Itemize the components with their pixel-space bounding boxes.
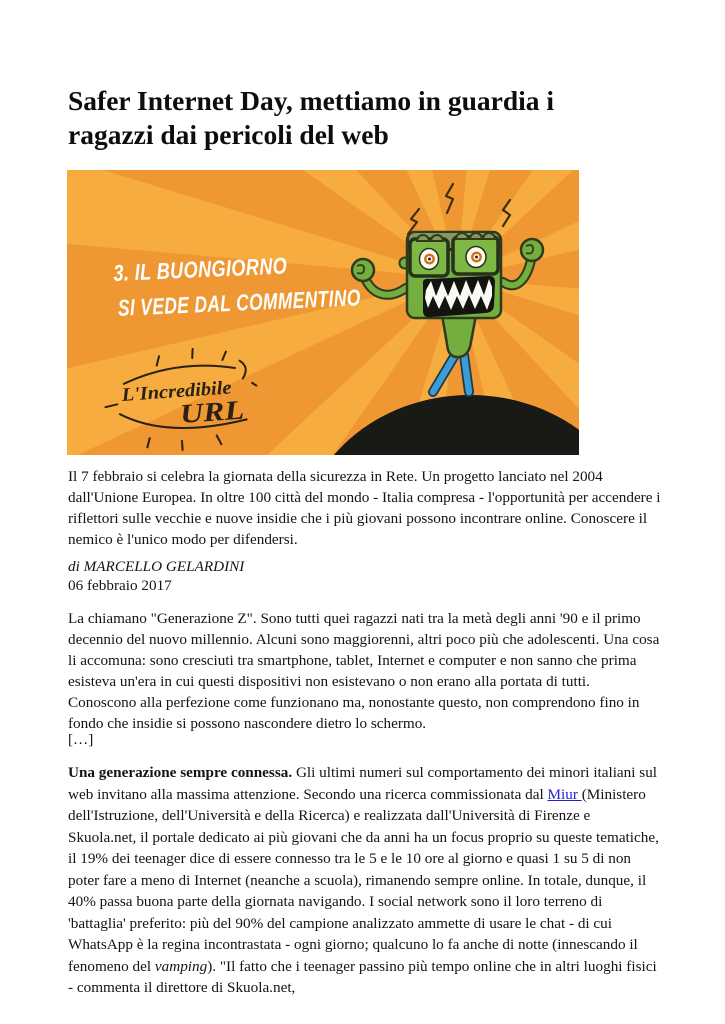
intro-paragraph: Il 7 febbraio si celebra la giornata della sicurezza in Rete. Un progetto lanciato nel 2004 dall'Unione Europea. In oltre 100 città del mondo - Italia compresa - l'opportunità per accendere i riflettori sulle vecchie e nuove insidie che i più giovani possono incontrare online. Conoscere il nemico è l'unico modo per difendersi. (68, 468, 661, 548)
generation-z-paragraph: La chiamano "Generazione Z". Sono tutti quei ragazzi nati tra la metà degli anni '90 e il primo decennio del nuovo millennio. Alcuni sono maggiorenni, altri poco più che adolescenti. Una cosa li accomuna: sono cresciuti tra smartphone, tablet, Internet e computer e non sanno che prima esisteva un'era in cui questi dispositivi non esistevano o non erano alla portata di tutti. Conoscono alla perfezione come funzionano ma, nonostante questo, non comprendono fino in fondo che insidie si possono nascondere dietro lo schermo. (68, 610, 660, 732)
paragraph-lead-bold: Una generazione sempre connessa. (68, 764, 293, 781)
cartoon-monster-image (67, 170, 579, 455)
miur-link[interactable]: Miur (547, 785, 582, 803)
left-fist (352, 259, 374, 281)
publish-date: 06 febbraio 2017 (68, 577, 172, 594)
monster-mouth (423, 276, 495, 317)
page-title (68, 84, 688, 152)
paragraph-text-after-italic: ). "Il fatto che i teenager passino più tempo online che in altri luoghi fisici - commenta il direttore di Skuola.net, (68, 957, 657, 996)
connected-generation-paragraph (68, 762, 662, 999)
paragraph-text-after-link: (Ministero dell'Istruzione, dell'Università e della Ricerca) e realizzata dall'Università di Firenze e Skuola.net, il portale dedicato ai più giovani che da anni ha un focus proprio su queste tematiche, il 19% dei teenager dice di essere connesso tra le 5 e le 10 ore al giorno e quasi 1 su 5 di non poter fare a meno di Internet (neanche a scuola), rimanendo sempre online. In totale, dunque, il 40% passa buona parte della giornata navigando. I social network sono il loro terreno di 'battaglia' preferito: più del 90% del campione analizzato ammette di usare le chat - di cui WhatsApp è la regina incontrastata - ogni giorno; qualcuno lo fa anche di notte (innescando il fenomeno del (68, 785, 659, 975)
author-byline: di MARCELLO GELARDINI (68, 558, 245, 575)
logo-text-line-2: URL (179, 395, 236, 429)
caption-line-2: SI VEDE DAL COMMENTINO (117, 280, 440, 321)
title-line-1: Safer Internet Day, mettiamo in guardia i (68, 85, 555, 116)
vamping-italic-word: vamping (154, 957, 208, 975)
title-line-2: ragazzi dai pericoli del web (68, 119, 389, 150)
omission-ellipsis: […] (68, 731, 94, 748)
right-fist (521, 239, 543, 261)
monster-head (400, 232, 502, 318)
paragraph-text-before-link: Gli ultimi numeri sul comportamento dei minori italiani sul web invitano alla massima attenzione. Secondo una ricerca commissionata dal (68, 764, 658, 803)
caption-line-1: 3. IL BUONGIORNO (112, 250, 335, 286)
byline-block (68, 557, 662, 595)
logo-text-line-1: L'Incredibile (120, 377, 225, 406)
article-illustration (67, 170, 579, 455)
